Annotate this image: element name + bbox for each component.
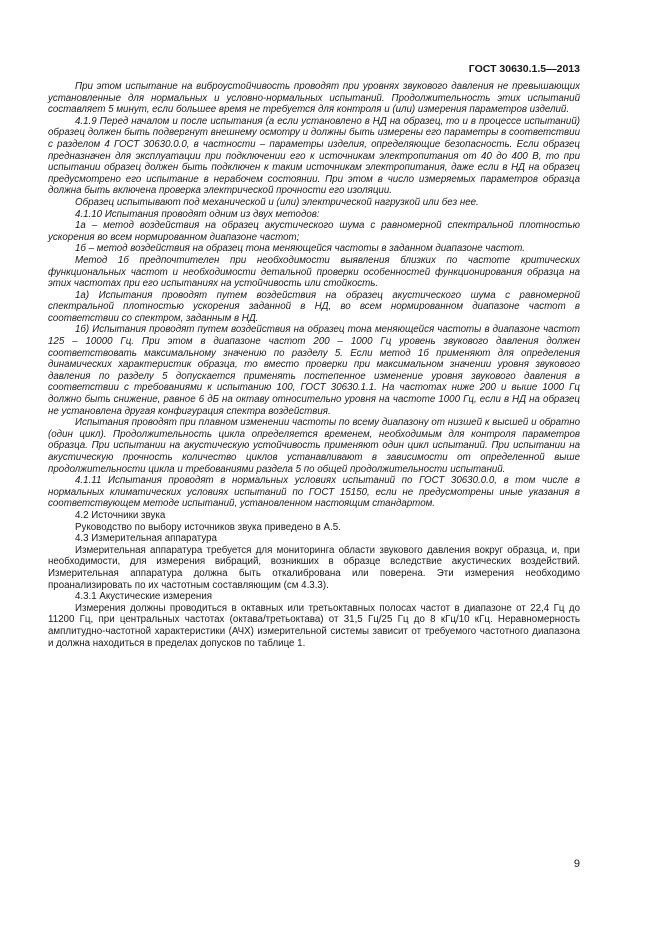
method-1b-item: 1б – метод воздействия на образец тона меняющейся частоты в заданном диапазоне частот. — [75, 243, 525, 255]
paragraph: Метод 1б предпочтителен при необходимости выявления близких по частоте критических функциональных частот и необходимости детальной проверки особенностей функционирования образца на этих частотах при его испытаниях на устойчивость или стойкость. — [48, 254, 580, 290]
document-page — [48, 0, 580, 936]
paragraph: Измерения должны проводиться в октавных или третьоктавных полосах частот в диапазоне от 22,4 Гц до 11200 Гц, при центральных частотах (октава/третьоктава) от 31,5 Гц/25 Гц до 8 кГц/10 кГц. Неравномерность амплитудно-частотной характеристики (АЧХ) измерительной системы зависит от требуемого частотного диапазона и должна находиться в пределах допусков по таблице 1. — [48, 602, 580, 649]
paragraph: Испытания проводят при плавном изменении частоты по всему диапазону от низшей к высшей и обратно (один цикл). Продолжительность цикла определяется временем, необходимым для контроля параметров образца. При испытании на акустическую устойчивость применяют один цикл испытаний. При испытании на акустическую прочность количество циклов устанавливают в зависимости от определенной выше продолжительности цикла и требованиями раздела 5 по общей продолжительности испытаний. — [48, 417, 580, 475]
paragraph: Образец испытывают под механической и (или) электрической нагрузкой или без нее. — [75, 196, 479, 208]
method-1a-item: 1а – метод воздействия на образец акустического шума с равномерной спектральной плотностью ускорения во всем нормированном диапазоне частот; — [48, 220, 580, 243]
document-body — [48, 81, 580, 649]
section-heading-4-2: 4.2 Источники звука — [75, 509, 166, 521]
paragraph-4-1-10: 4.1.10 Испытания проводят одним из двух методов: — [75, 208, 320, 220]
paragraph: При этом испытание на виброустойчивость проводят при уровнях звукового давления не превышающих установленные для нормальных и условно-нормальных испытаний. Продолжительность этих испытаний составляет 5 минут, если большее время не требуется для контроля и (или) измерения параметров изделий. — [48, 81, 580, 116]
page-number: 9 — [573, 858, 580, 870]
section-heading-4-3: 4.3 Измерительная аппаратура — [75, 533, 217, 545]
paragraph-1b: 1б) Испытания проводят путем воздействия на образец тона меняющейся частоты в диапазоне частот 125 – 10000 Гц. При этом в диапазоне частот 200 – 1000 Гц уровень звукового давления должен соответствовать максимальному значению по разделу 5. Если метод 1б применяют для определения динамических характеристик образца, то вместо проверки при максимальном значении уровня звукового давления по разделу 5 допускается применять постепенное изменение уровня звукового давления в соответствии с требованиями к испытанию 100, ГОСТ 30630.1.1. На частотах ниже 200 и выше 1000 Гц должно быть снижение, равное 6 дБ на октаву относительно уровня на частоте 1000 Гц, если в НД на образец не установлена другая конфигурация спектра воздействия. — [48, 324, 580, 417]
document-code-header: ГОСТ 30630.1.5—2013 — [468, 63, 580, 75]
paragraph-4-1-9: 4.1.9 Перед началом и после испытания (а если установлено в НД на образец, то и в процессе испытаний) образец должен быть подвергнут внешнему осмотру и должны быть измерены его параметры в соответствии с разделом 4 ГОСТ 30630.0.0, в частности – параметры изделия, определяющие безопасность. Если образец предназначен для эксплуатации при подключении его к источникам электропитания от 40 до 400 В, то при испытании образец должен быть подключен к таким источникам электропитания, даже если в НД на образец предусмотрено его испытание в нерабочем состоянии. При этом в число измеряемых параметров образца должна быть включена проверка электрической прочности его изоляции. — [48, 115, 580, 197]
section-heading-4-3-1: 4.3.1 Акустические измерения — [75, 591, 213, 603]
paragraph: Измерительная аппаратура требуется для мониторинга области звукового давления вокруг образца, и, при необходимости, для измерения вибраций, возникших в образце вследствие акустических воздействий. Измерительная аппаратура должна быть откалибрована или поверена. Эти измерения необходимо проанализировать по их частотным составляющим (см 4.3.3). — [48, 544, 580, 591]
paragraph: Руководство по выбору источников звука приведено в А.5. — [75, 521, 341, 533]
paragraph-4-1-11: 4.1.11 Испытания проводят в нормальных условиях испытаний по ГОСТ 30630.0.0, в том числе в нормальных климатических условиях испытаний по ГОСТ 15150, если не предусмотрены иные указания в соответствующем методе испытаний, установленном настоящим стандартом. — [48, 475, 580, 510]
paragraph-1a: 1а) Испытания проводят путем воздействия на образец акустического шума с равномерной спектральной плотностью ускорения заданной в НД, во всем нормированном диапазоне частот в соответствии со спектром, заданным в НД. — [48, 289, 580, 324]
